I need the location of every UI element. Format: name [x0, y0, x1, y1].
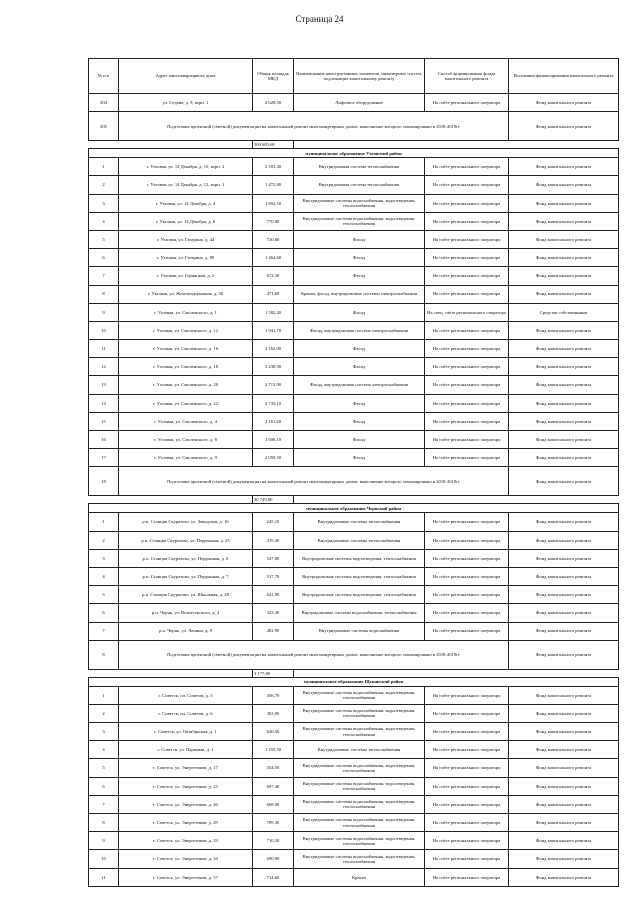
- table-header-row: [89, 59, 619, 94]
- row-documentation-text: Подготовка проектной (сметной) документации на капитальный ремонт многоквартирных домов, выполнение которого запланировано в 2018-2019гг: [119, 640, 509, 669]
- row-source: Фонд капитального ремонта: [509, 850, 619, 868]
- row-address: г. Узловая, ул. Смоленского, д. 8: [119, 431, 253, 449]
- municipality-title: муниципальное образование Узловский район: [89, 149, 619, 158]
- row-number: 5: [89, 759, 119, 777]
- table-row: [89, 531, 619, 549]
- row-area: 2 183,40: [253, 158, 294, 176]
- row-works: Внутридомовые системы теплоснабжения: [294, 513, 425, 531]
- header-method: Способ формирования фонда капитального ремонта: [425, 59, 509, 94]
- row-address: р.п. Станция Скуратово, ул. Перронная, д. 7: [119, 567, 253, 585]
- row-source: Фонд капитального ремонта: [509, 376, 619, 394]
- row-works: Фасад, внутридомовая система электроснабжения: [294, 376, 425, 394]
- row-method: На счёте регионального оператора: [425, 158, 509, 176]
- table-row: [89, 868, 619, 886]
- table-row: [89, 795, 619, 813]
- row-number: 1: [89, 513, 119, 531]
- row-number: 14: [89, 394, 119, 412]
- row-source: Средства собственников: [509, 303, 619, 321]
- row-number: 10: [89, 321, 119, 339]
- row-source: Фонд капитального ремонта: [509, 640, 619, 669]
- row-area: 620,50: [253, 723, 294, 741]
- row-works: Фасад: [294, 431, 425, 449]
- row-source: Фонд капитального ремонта: [509, 868, 619, 886]
- capital-repair-table-container: [88, 58, 618, 887]
- row-source: Фонд капитального ремонта: [509, 622, 619, 640]
- row-method: На счёте регионального оператора: [425, 832, 509, 850]
- row-source: Фонд капитального ремонта: [509, 158, 619, 176]
- row-number: 1: [89, 158, 119, 176]
- row-address: р.п. Станция Скуратово, ул. Перронная, д. 6: [119, 549, 253, 567]
- row-area: 2 959,50: [253, 449, 294, 467]
- table-row: [89, 723, 619, 741]
- municipality-title: муниципальное образование Щекинский район: [89, 677, 619, 686]
- row-number: 3: [89, 723, 119, 741]
- row-source: Фонд капитального ремонта: [509, 723, 619, 741]
- row-source: Фонд капитального ремонта: [509, 449, 619, 467]
- row-address: ул. Седова, д. 9, корп. 1: [119, 94, 253, 112]
- row-method: На счёте регионального оператора: [425, 285, 509, 303]
- row-area: 697,40: [253, 777, 294, 795]
- row-source: Фонд капитального ремонта: [509, 267, 619, 285]
- row-number: 4: [89, 741, 119, 759]
- table-row: [89, 622, 619, 640]
- row-area: 2 735,10: [253, 394, 294, 412]
- row-number: 7: [89, 795, 119, 813]
- row-works: Фасад: [294, 267, 425, 285]
- row-area: 383,90: [253, 704, 294, 722]
- row-source: Фонд капитального ремонта: [509, 586, 619, 604]
- row-address: г. Узловая, ул. Смоленского, д. 12: [119, 321, 253, 339]
- row-source: Фонд капитального ремонта: [509, 741, 619, 759]
- row-address: г. Советск, пл. Советов, д. 5: [119, 686, 253, 704]
- row-method: На спец. счёте регионального оператора: [425, 303, 509, 321]
- row-source: Фонд капитального ремонта: [509, 604, 619, 622]
- row-address: г. Узловая, ул. Смоленского, д. 18: [119, 358, 253, 376]
- table-row: [89, 832, 619, 850]
- row-number: 4: [89, 212, 119, 230]
- row-address: г. Советск, ул. Энергетиков, д. 17: [119, 759, 253, 777]
- row-number: 17: [89, 449, 119, 467]
- header-source: Источники финансирования капитального ремонта: [509, 59, 619, 94]
- row-address: р.п. Станция Скуратово, ул. Перронная, д. 25: [119, 531, 253, 549]
- row-number: 2: [89, 704, 119, 722]
- table-row: [89, 741, 619, 759]
- row-number: 7: [89, 622, 119, 640]
- row-number: 18: [89, 467, 119, 496]
- row-source: Фонд капитального ремонта: [509, 194, 619, 212]
- row-address: г. Советск, ул. Энергетиков, д. 34: [119, 850, 253, 868]
- row-address: г. Узловая, ул. 14 Декабря, д. 6: [119, 212, 253, 230]
- row-works: Внутридомовая система теплоснабжения: [294, 176, 425, 194]
- row-address: г. Узловая, ул. Смоленского, д. 1: [119, 303, 253, 321]
- row-method: На счёте регионального оператора: [425, 194, 509, 212]
- row-address: г. Советск, ул. Энергетиков, д. 29: [119, 814, 253, 832]
- table-row-total: [89, 141, 619, 149]
- row-source: Фонд капитального ремонта: [509, 759, 619, 777]
- row-works: Внутридомовые системы водоснабжения, водоотведения, теплоснабжения: [294, 686, 425, 704]
- row-method: На счёте регионального оператора: [425, 249, 509, 267]
- header-area: Общая площадь МКД: [253, 59, 294, 94]
- header-works: Наименование конструктивных элементов, инженерных систем, подлежащих капитальному ремонту: [294, 59, 425, 94]
- table-row: [89, 704, 619, 722]
- row-method: На счёте регионального оператора: [425, 814, 509, 832]
- row-number: 10: [89, 850, 119, 868]
- row-source: Фонд капитального ремонта: [509, 814, 619, 832]
- row-method: На счёте регионального оператора: [425, 212, 509, 230]
- row-method: На счёте регионального оператора: [425, 176, 509, 194]
- table-row: [89, 549, 619, 567]
- row-area: 672,30: [253, 267, 294, 285]
- row-area: 1 582,40: [253, 303, 294, 321]
- table-row: [89, 358, 619, 376]
- row-area: 323,30: [253, 604, 294, 622]
- row-source: Фонд капитального ремонта: [509, 321, 619, 339]
- table-row-municipality: [89, 504, 619, 513]
- row-works: Внутридомовые системы водоснабжения, водоотведения, теплоснабжения: [294, 777, 425, 795]
- total-spacer: [89, 669, 253, 677]
- row-number: 4: [89, 567, 119, 585]
- row-area: 517,70: [253, 567, 294, 585]
- row-source: Фонд капитального ремонта: [509, 412, 619, 430]
- row-number: 11: [89, 340, 119, 358]
- capital-repair-table: [88, 58, 619, 887]
- row-address: г. Узловая, ул. Железнодорожная, д. 30: [119, 285, 253, 303]
- row-number: 8: [89, 640, 119, 669]
- row-area: 547,80: [253, 549, 294, 567]
- row-method: На счёте регионального оператора: [425, 850, 509, 868]
- table-row: [89, 376, 619, 394]
- row-method: На счёте регионального оператора: [425, 340, 509, 358]
- row-works: Фасад: [294, 249, 425, 267]
- row-method: На счёте регионального оператора: [425, 267, 509, 285]
- row-address: г. Узловая, ул. Гагарина, д. 89: [119, 249, 253, 267]
- header-address: Адрес многоквартирного дома: [119, 59, 253, 94]
- row-area: 720,60: [253, 230, 294, 248]
- row-area: 710,20: [253, 832, 294, 850]
- row-method: На счёте регионального оператора: [425, 412, 509, 430]
- row-area: 714,60: [253, 868, 294, 886]
- row-works: Фасад: [294, 394, 425, 412]
- table-row: [89, 194, 619, 212]
- table-row: [89, 249, 619, 267]
- row-source: Фонд капитального ремонта: [509, 230, 619, 248]
- table-row: [89, 212, 619, 230]
- table-row: [89, 759, 619, 777]
- row-area: 471,60: [253, 285, 294, 303]
- row-method: На счёте регионального оператора: [425, 868, 509, 886]
- row-address: г. Узловая, ул. Смоленского, д. 9: [119, 449, 253, 467]
- row-area: 770,80: [253, 212, 294, 230]
- row-area: 1 892,50: [253, 194, 294, 212]
- row-works: Внутридомовые системы водоснабжения, водоотведения, теплоснабжения: [294, 850, 425, 868]
- row-works: Фасад: [294, 303, 425, 321]
- row-area: 419,30: [253, 531, 294, 549]
- row-source: Фонд капитального ремонта: [509, 795, 619, 813]
- row-number: 13: [89, 376, 119, 394]
- row-method: На счёте регионального оператора: [425, 622, 509, 640]
- row-address: г. Узловая, ул. 14 Декабря, д. 4: [119, 194, 253, 212]
- row-works: Внутридомовые системы теплоснабжения: [294, 741, 425, 759]
- total-spacer-right: [294, 496, 619, 504]
- table-row-municipality: [89, 149, 619, 158]
- total-spacer: [89, 141, 253, 149]
- row-method: На счёте регионального оператора: [425, 741, 509, 759]
- table-row: [89, 267, 619, 285]
- row-area: 1 355,50: [253, 741, 294, 759]
- row-works: Внутридомовые системы водоснабжения, водоотведения, теплоснабжения: [294, 814, 425, 832]
- row-method: На счёте регионального оператора: [425, 777, 509, 795]
- table-row: [89, 321, 619, 339]
- row-number: 6: [89, 604, 119, 622]
- row-number: 3: [89, 549, 119, 567]
- row-works: Крыша, фасад, внутридомовые системы электроснабжения: [294, 285, 425, 303]
- row-area: 2 628,50: [253, 94, 294, 112]
- row-method: На счёте регионального оператора: [425, 604, 509, 622]
- row-method: На счёте регионального оператора: [425, 358, 509, 376]
- table-row: [89, 814, 619, 832]
- row-source: Фонд капитального ремонта: [509, 467, 619, 496]
- row-address: г. Узловая, ул. Смоленского, д. 16: [119, 340, 253, 358]
- row-number: 11: [89, 868, 119, 886]
- table-row: [89, 176, 619, 194]
- row-source: Фонд капитального ремонта: [509, 249, 619, 267]
- row-works: Внутридомовые системы водоотведения, теплоснабжения: [294, 567, 425, 585]
- row-works: Внутридомовые системы теплоснабжения: [294, 531, 425, 549]
- row-area: 1 472,80: [253, 176, 294, 194]
- row-source: Фонд капитального ремонта: [509, 394, 619, 412]
- row-works: Фасад: [294, 230, 425, 248]
- row-source: Фонд капитального ремонта: [509, 549, 619, 567]
- total-spacer-right: [294, 141, 619, 149]
- municipality-title: муниципальное образование Чернский район: [89, 504, 619, 513]
- row-method: На счёте регионального оператора: [425, 321, 509, 339]
- table-row: [89, 686, 619, 704]
- table-row: [89, 94, 619, 112]
- row-source: Фонд капитального ремонта: [509, 513, 619, 531]
- table-row: [89, 285, 619, 303]
- row-number: 8: [89, 814, 119, 832]
- row-works: Внутридомовые системы водоснабжения, водоотведения, теплоснабжения: [294, 723, 425, 741]
- row-works: Внутридомовая система теплоснабжения: [294, 158, 425, 176]
- table-row: [89, 513, 619, 531]
- row-works: Лифтовое оборудование: [294, 94, 425, 112]
- row-method: На счёте регионального оператора: [425, 704, 509, 722]
- total-area: 500 683,68: [253, 141, 294, 149]
- row-number: 6: [89, 777, 119, 795]
- row-address: г. Советск, ул. Энергетиков, д. 26: [119, 795, 253, 813]
- row-source: Фонд капитального ремонта: [509, 431, 619, 449]
- row-works: Внутридомовые системы водоснабжения, теплоснабжения: [294, 604, 425, 622]
- table-row: [89, 604, 619, 622]
- row-address: р.п. Чернь, ул. Вознесенского, д. 4: [119, 604, 253, 622]
- row-area: 1 606,10: [253, 431, 294, 449]
- table-row: [89, 586, 619, 604]
- row-works: Внутридомовые системы водоснабжения, водоотведения, теплоснабжения: [294, 759, 425, 777]
- table-row: [89, 449, 619, 467]
- row-works: Внутридомовые системы водоотведения, теплоснабжения: [294, 549, 425, 567]
- row-area: 456,70: [253, 686, 294, 704]
- row-works: Фасад: [294, 449, 425, 467]
- row-area: 2 713,90: [253, 376, 294, 394]
- row-source: Фонд капитального ремонта: [509, 777, 619, 795]
- row-source: Фонд капитального ремонта: [509, 531, 619, 549]
- row-address: г. Советск, пл. Советов, д. 6: [119, 704, 253, 722]
- row-number: 12: [89, 358, 119, 376]
- row-address: г. Советск, ул. Энергетиков, д. 57: [119, 868, 253, 886]
- row-number: 6: [89, 249, 119, 267]
- row-source: Фонд капитального ремонта: [509, 340, 619, 358]
- row-address: г. Узловая, ул. Смоленского, д. 22: [119, 394, 253, 412]
- row-method: На счёте регионального оператора: [425, 686, 509, 704]
- row-number: 2: [89, 531, 119, 549]
- row-works: Фасад: [294, 358, 425, 376]
- row-address: г. Советск, ул. Октябрьская, д. 1: [119, 723, 253, 741]
- row-source: Фонд капитального ремонта: [509, 212, 619, 230]
- row-method: На счёте регионального оператора: [425, 723, 509, 741]
- row-works: Внутридомовые системы водоснабжения: [294, 622, 425, 640]
- row-method: На счёте регионального оператора: [425, 431, 509, 449]
- row-address: г. Узловая, ул. 14 Декабря, д. 10, корп. 2: [119, 158, 253, 176]
- row-works: Крыша: [294, 868, 425, 886]
- row-source: Фонд капитального ремонта: [509, 112, 619, 141]
- row-number: 305: [89, 112, 119, 141]
- row-area: 709,30: [253, 814, 294, 832]
- row-area: 668,90: [253, 795, 294, 813]
- row-area: 245,10: [253, 513, 294, 531]
- row-method: На счёте регионального оператора: [425, 513, 509, 531]
- row-address: р.п. Станция Скуратово, ул. Заводская, д. 16: [119, 513, 253, 531]
- table-row-documentation: [89, 112, 619, 141]
- row-works: Фасад: [294, 412, 425, 430]
- row-method: На счёте регионального оператора: [425, 586, 509, 604]
- table-row-total: [89, 496, 619, 504]
- row-source: Фонд капитального ремонта: [509, 686, 619, 704]
- row-method: На счёте регионального оператора: [425, 795, 509, 813]
- row-documentation-text: Подготовка проектной (сметной) документации на капитальный ремонт многоквартирных домов, выполнение которого запланировано в 2018-2019гг: [119, 467, 509, 496]
- total-spacer-right: [294, 669, 619, 677]
- row-works: Внутридомовые системы водоснабжения, водоотведения, теплоснабжения: [294, 212, 425, 230]
- row-method: На счёте регионального оператора: [425, 449, 509, 467]
- row-works: Фасад: [294, 340, 425, 358]
- row-works: Внутридомовые системы водоотведения, теплоснабжения: [294, 586, 425, 604]
- total-area: 3 177,80: [253, 669, 294, 677]
- row-number: 16: [89, 431, 119, 449]
- row-source: Фонд капитального ремонта: [509, 567, 619, 585]
- table-row-municipality: [89, 677, 619, 686]
- row-area: 641,90: [253, 586, 294, 604]
- row-address: г. Узловая, ул. 14 Декабря, д. 12, корп. 1: [119, 176, 253, 194]
- row-area: 482,90: [253, 622, 294, 640]
- row-number: 9: [89, 832, 119, 850]
- table-body: [89, 94, 619, 887]
- table-row: [89, 850, 619, 868]
- row-area: 2 162,00: [253, 340, 294, 358]
- table-row-total: [89, 669, 619, 677]
- table-row: [89, 431, 619, 449]
- row-area: 1 941,70: [253, 321, 294, 339]
- row-address: г. Узловая, ул. Горняцкая, д. 2: [119, 267, 253, 285]
- row-area: 1 464,60: [253, 249, 294, 267]
- row-number: 2: [89, 176, 119, 194]
- row-works: Внутридомовые системы водоснабжения, водоотведения, теплоснабжения: [294, 795, 425, 813]
- row-number: 7: [89, 267, 119, 285]
- row-works: Внутридомовые системы водоснабжения, водоотведения, теплоснабжения: [294, 704, 425, 722]
- row-address: г. Узловая, ул. Гагарина, д. 44: [119, 230, 253, 248]
- row-number: 8: [89, 285, 119, 303]
- row-address: г. Узловая, ул. Смоленского, д. 20: [119, 376, 253, 394]
- table-row: [89, 230, 619, 248]
- row-method: На счёте регионального оператора: [425, 759, 509, 777]
- row-method: На счёте регионального оператора: [425, 549, 509, 567]
- row-method: На счёте регионального оператора: [425, 394, 509, 412]
- row-source: Фонд капитального ремонта: [509, 704, 619, 722]
- table-row: [89, 567, 619, 585]
- row-address: г. Узловая, ул. Смоленского, д. 4: [119, 412, 253, 430]
- row-area: 354,50: [253, 759, 294, 777]
- row-source: Фонд капитального ремонта: [509, 285, 619, 303]
- row-address: г. Советск, ул. Энергетиков, д. 33: [119, 832, 253, 850]
- table-row: [89, 777, 619, 795]
- row-number: 3: [89, 194, 119, 212]
- row-address: р.п. Чернь, ул. Ленина, д. 8: [119, 622, 253, 640]
- total-area: 30 749,80: [253, 496, 294, 504]
- row-number: 304: [89, 94, 119, 112]
- row-area: 690,90: [253, 850, 294, 868]
- row-method: На счёте регионального оператора: [425, 94, 509, 112]
- table-row: [89, 158, 619, 176]
- row-works: Внутридомовые системы водоснабжения, водоотведения, теплоснабжения: [294, 832, 425, 850]
- row-address: р.п. Станция Скуратово, ул. Школьная, д. 28: [119, 586, 253, 604]
- row-source: Фонд капитального ремонта: [509, 358, 619, 376]
- page-title: Страница 24: [295, 14, 344, 24]
- row-works: Внутридомовые системы водоснабжения, водоотведения, теплоснабжения: [294, 194, 425, 212]
- header-num: № п/п: [89, 59, 119, 94]
- table-row-documentation: [89, 467, 619, 496]
- row-number: 5: [89, 586, 119, 604]
- table-row-documentation: [89, 640, 619, 669]
- table-row: [89, 412, 619, 430]
- row-method: На счёте регионального оператора: [425, 531, 509, 549]
- row-number: 9: [89, 303, 119, 321]
- row-source: Фонд капитального ремонта: [509, 176, 619, 194]
- row-method: На счёте регионального оператора: [425, 567, 509, 585]
- row-address: г. Советск, ул. Парковая, д. 1: [119, 741, 253, 759]
- table-row: [89, 303, 619, 321]
- row-number: 1: [89, 686, 119, 704]
- row-address: г. Советск, ул. Энергетиков, д. 23: [119, 777, 253, 795]
- row-method: На счёте регионального оператора: [425, 230, 509, 248]
- row-source: Фонд капитального ремонта: [509, 832, 619, 850]
- row-method: На счёте регионального оператора: [425, 376, 509, 394]
- row-area: 2 161,60: [253, 412, 294, 430]
- row-area: 3 238,90: [253, 358, 294, 376]
- row-documentation-text: Подготовка проектной (сметной) документации на капитальный ремонт многоквартирных домов, выполнение которого запланировано в 2018-2019гг: [119, 112, 509, 141]
- row-source: Фонд капитального ремонта: [509, 94, 619, 112]
- total-spacer: [89, 496, 253, 504]
- row-number: 5: [89, 230, 119, 248]
- table-row: [89, 340, 619, 358]
- table-row: [89, 394, 619, 412]
- row-works: Фасад, внутридомовая система электроснабжения: [294, 321, 425, 339]
- row-number: 15: [89, 412, 119, 430]
